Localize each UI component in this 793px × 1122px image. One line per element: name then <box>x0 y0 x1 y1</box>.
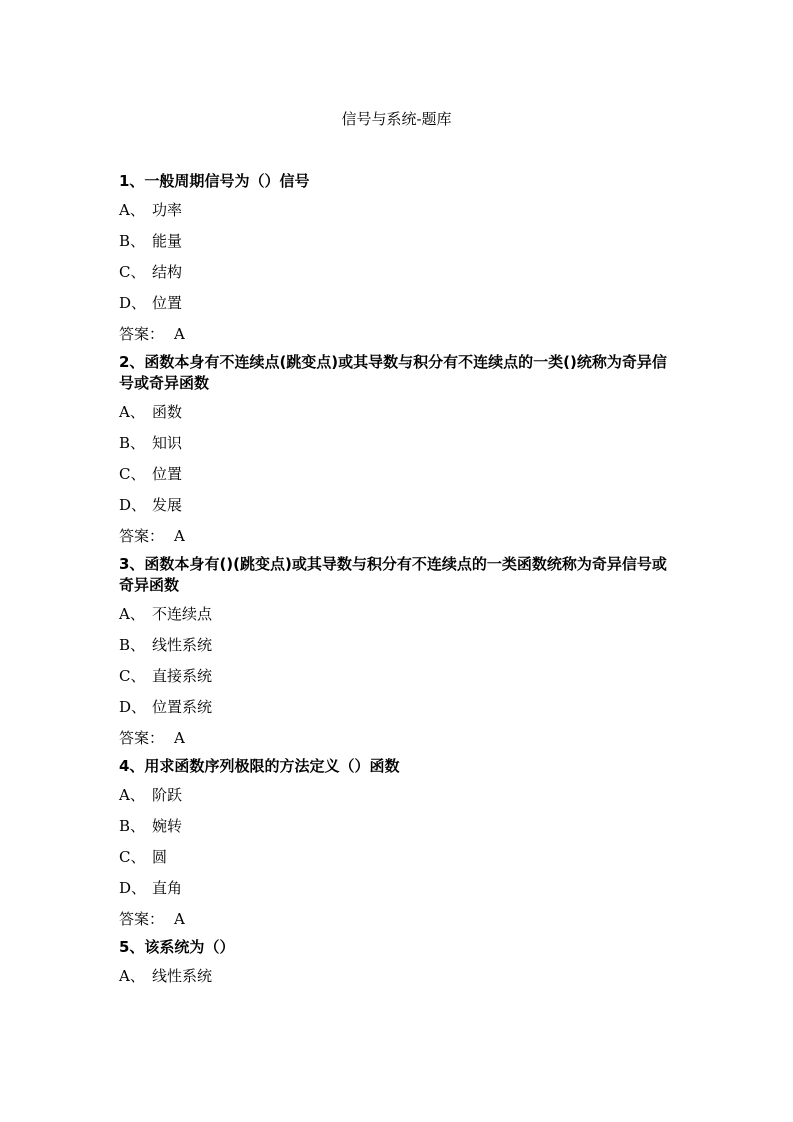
option-text: 位置系统 <box>152 698 213 716</box>
option-letter: C、 <box>119 465 146 483</box>
option-text: 阶跃 <box>152 786 183 804</box>
option-text: 结构 <box>152 263 183 281</box>
option-text: 位置 <box>152 465 183 483</box>
question-1 <box>119 171 679 344</box>
option-b <box>119 433 679 453</box>
option-letter: C、 <box>119 667 146 685</box>
option-text: 能量 <box>152 232 183 250</box>
option-b <box>119 231 679 251</box>
question-title: 2、函数本身有不连续点(跳变点)或其导数与积分有不连续点的一类()统称为奇异信号或奇异函数 <box>119 353 667 392</box>
option-d <box>119 495 679 515</box>
option-text: 线性系统 <box>152 967 213 985</box>
answer-line <box>119 324 679 344</box>
question-title: 4、用求函数序列极限的方法定义（）函数 <box>119 757 400 775</box>
option-text: 位置 <box>152 294 183 312</box>
option-a <box>119 966 679 986</box>
option-a <box>119 604 679 624</box>
option-letter: B、 <box>119 817 146 835</box>
answer-line <box>119 526 679 546</box>
option-text: 线性系统 <box>152 636 213 654</box>
question-2 <box>119 352 679 546</box>
option-letter: C、 <box>119 263 146 281</box>
question-title: 3、函数本身有()(跳变点)或其导数与积分有不连续点的一类函数统称为奇异信号或奇异函数 <box>119 555 667 594</box>
option-text: 发展 <box>152 496 183 514</box>
answer-line <box>119 909 679 929</box>
option-c <box>119 666 679 686</box>
option-letter: A、 <box>119 786 145 804</box>
option-a <box>119 785 679 805</box>
option-letter: B、 <box>119 232 146 250</box>
option-letter: D、 <box>119 879 147 897</box>
option-letter: C、 <box>119 848 146 866</box>
option-text: 直角 <box>152 879 183 897</box>
answer-label: 答案： <box>119 729 165 747</box>
option-a <box>119 402 679 422</box>
option-text: 不连续点 <box>152 605 213 623</box>
option-a <box>119 200 679 220</box>
answer-line <box>119 728 679 748</box>
answer-label: 答案： <box>119 527 165 545</box>
question-title: 1、一般周期信号为（）信号 <box>119 172 310 190</box>
option-letter: A、 <box>119 403 145 421</box>
page-title: 信号与系统-题库 <box>341 110 452 128</box>
question-3 <box>119 554 679 748</box>
answer-label: 答案： <box>119 910 165 928</box>
option-text: 直接系统 <box>152 667 213 685</box>
question-list <box>119 171 679 997</box>
option-c <box>119 847 679 867</box>
option-b <box>119 635 679 655</box>
option-text: 圆 <box>152 848 168 866</box>
answer-value: A <box>174 910 185 928</box>
option-text: 函数 <box>152 403 183 421</box>
option-letter: B、 <box>119 636 146 654</box>
option-text: 知识 <box>152 434 183 452</box>
option-letter: D、 <box>119 496 147 514</box>
option-letter: D、 <box>119 698 147 716</box>
option-d <box>119 878 679 898</box>
option-c <box>119 262 679 282</box>
answer-label: 答案： <box>119 325 165 343</box>
question-5 <box>119 937 679 986</box>
answer-value: A <box>174 527 185 545</box>
answer-value: A <box>174 325 185 343</box>
option-text: 功率 <box>152 201 183 219</box>
option-text: 婉转 <box>152 817 183 835</box>
option-letter: A、 <box>119 605 145 623</box>
option-c <box>119 464 679 484</box>
option-letter: B、 <box>119 434 146 452</box>
option-letter: D、 <box>119 294 147 312</box>
option-d <box>119 293 679 313</box>
answer-value: A <box>174 729 185 747</box>
question-title: 5、该系统为（） <box>119 938 235 956</box>
option-b <box>119 816 679 836</box>
question-4 <box>119 756 679 929</box>
option-letter: A、 <box>119 967 145 985</box>
option-letter: A、 <box>119 201 145 219</box>
option-d <box>119 697 679 717</box>
